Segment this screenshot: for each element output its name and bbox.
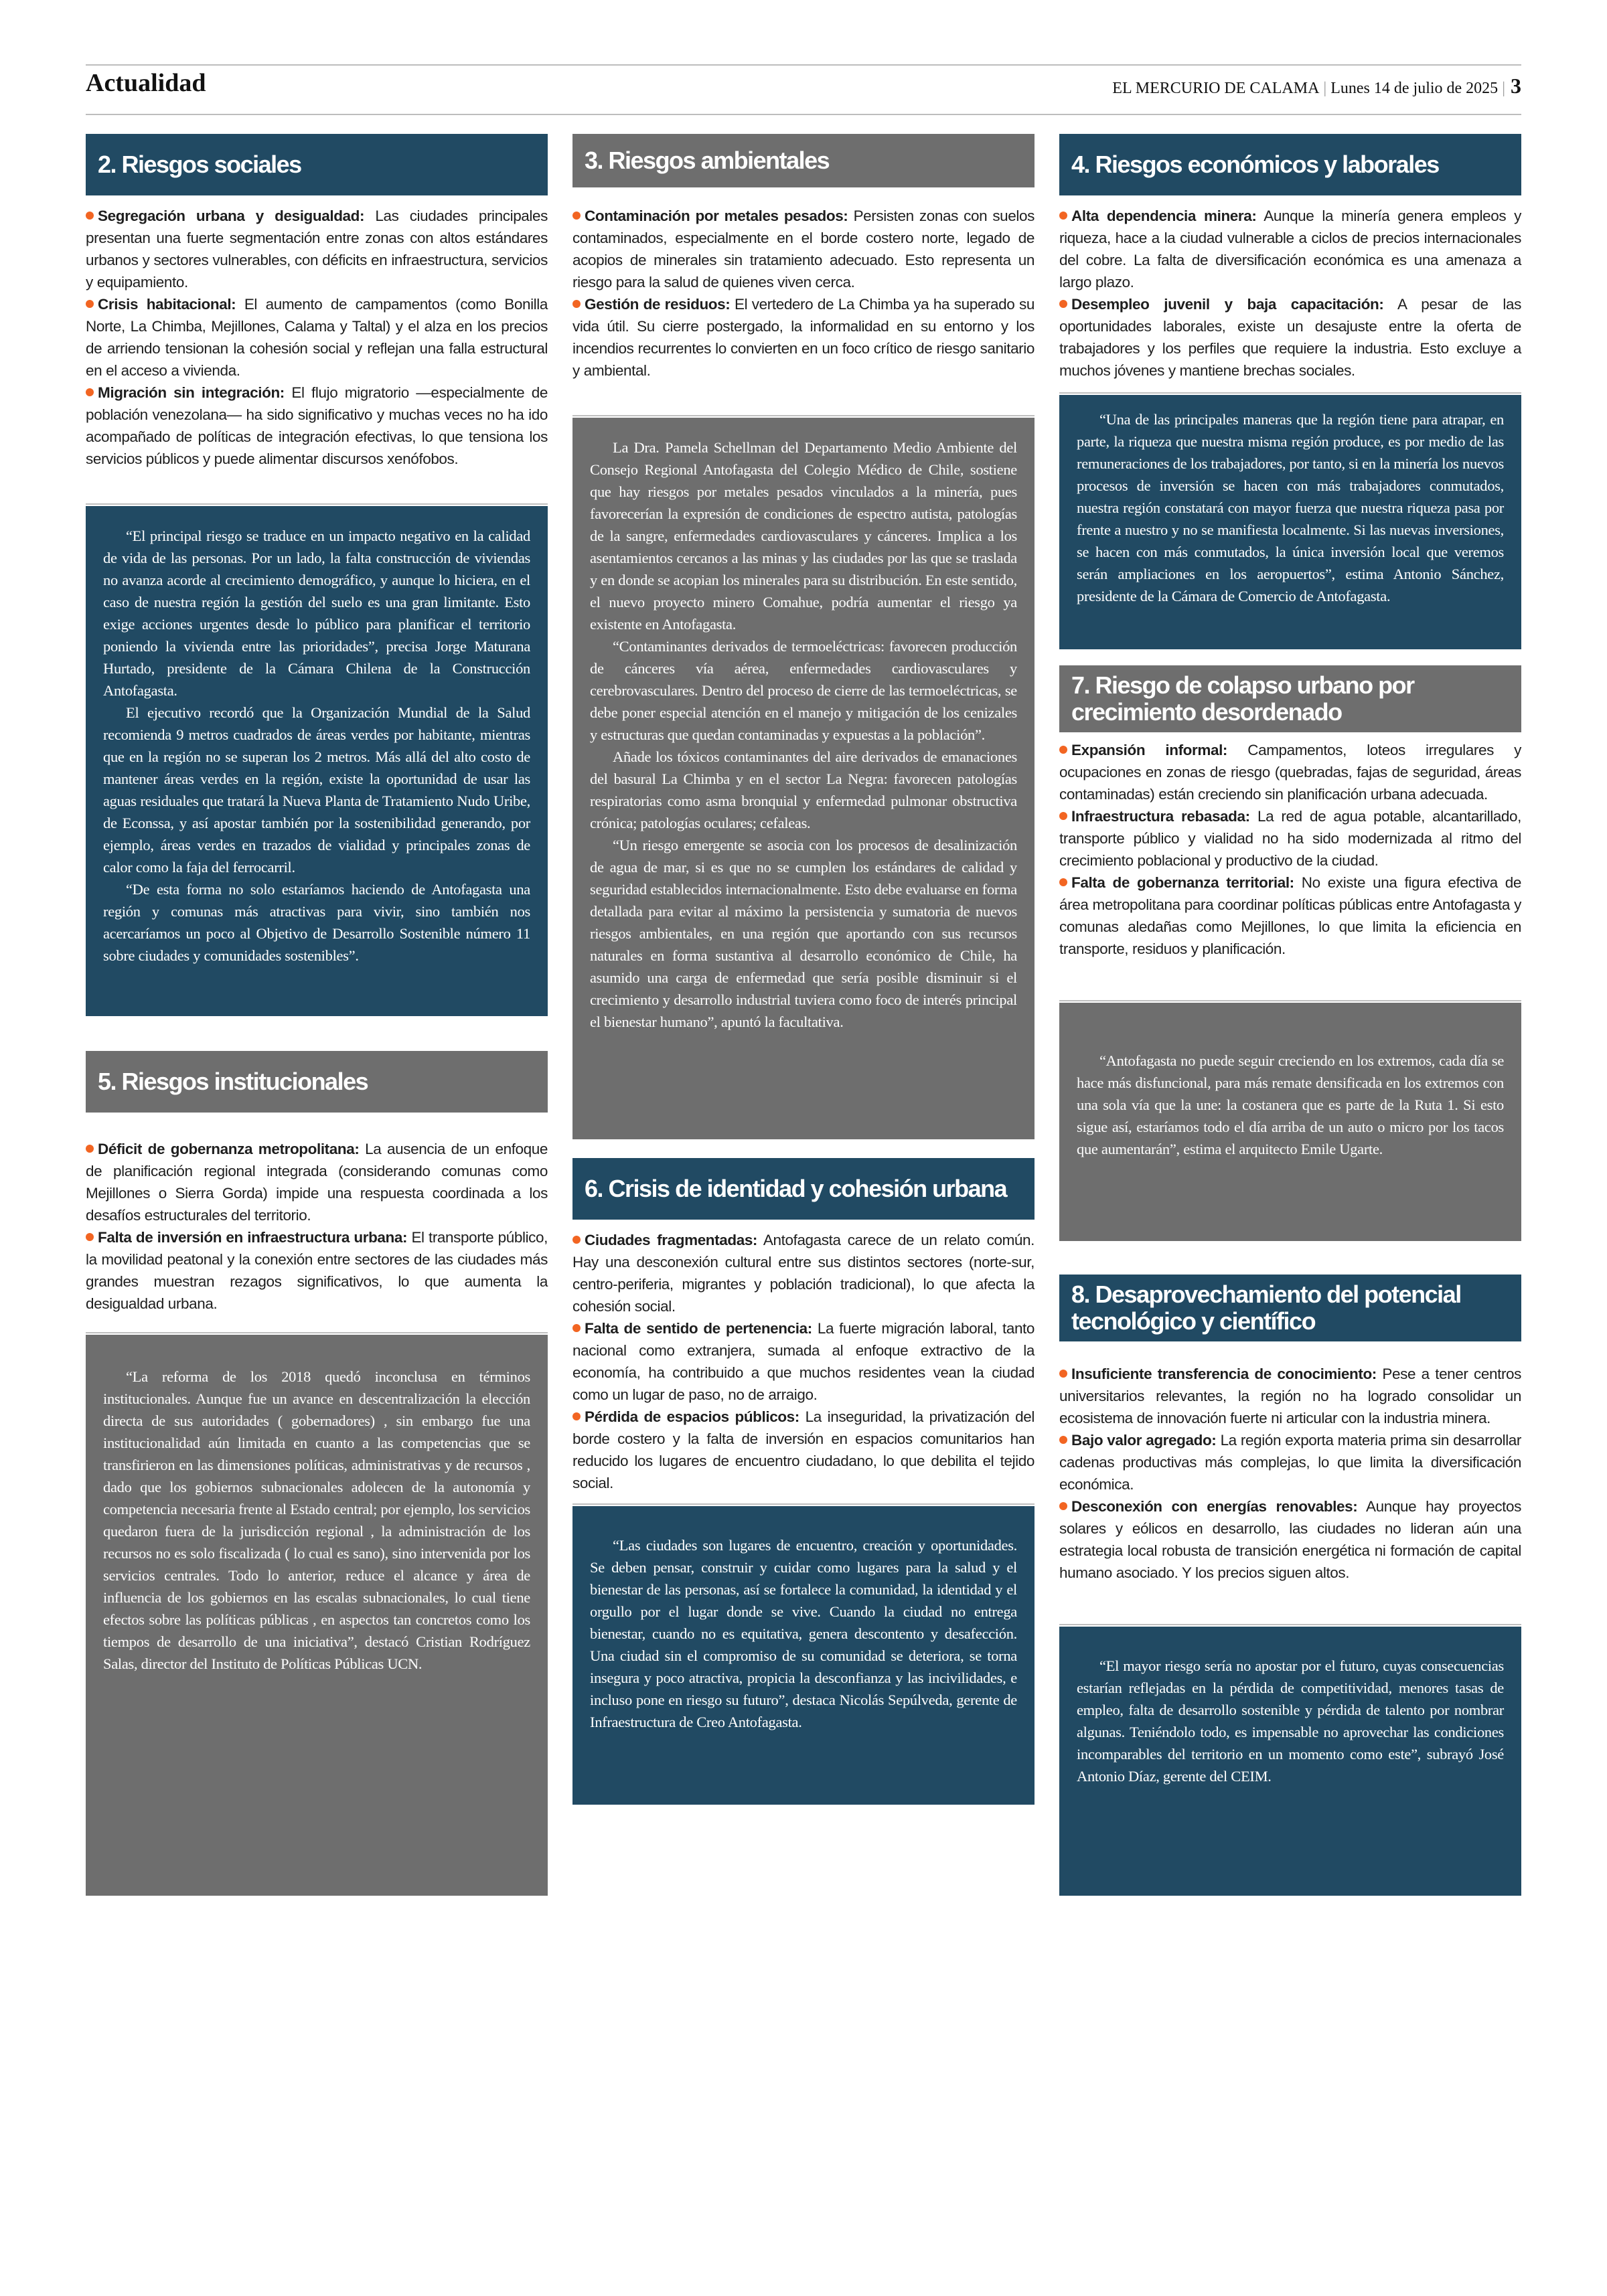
quote-box-riesgos-institucionales: “La reforma de los 2018 quedó inconclusa en términos institucionales. Aunque fue un avance en descentralización la elección directa de sus autoridades ( gobernadores) , sin embargo fue una institucionalidad aún limitada en cuanto a las competencias que se transfirieron en las dimensiones políticas, administrativas y de recursos , dado que los gobiernos subnacionales adolecen de la autonomía y competencia necesaria frente al Estado central; por ejemplo, los servicios quedaron fuera de la jurisdicción regional , la administración de los recursos no es solo fiscalizada ( lo cual es sano), sino intervenida por los servicios centrales. Todo lo anterior, reduce el alcance y área de influencia de los gobiernos en las escalas subnacionales, lo cual tiene efectos sobre las políticas públicas , en aspectos tan concretos como los tiempos de desarrollo de una iniciativa”, destacó Cristian Rodríguez Salas, director del Instituto de Políticas Públicas UCN. [86, 1335, 548, 1896]
bullet-item: Desconexión con energías renovables: Aunque hay proyectos solares y eólicos en desarrollo, las ciudades no lideran aún una estrategia local robusta de transición energética ni formación de capital humano asociado. Y los precios siguen altos. [1059, 1498, 1521, 1581]
bullet-item: Migración sin integración: El flujo migratorio —especialmente de población venezolana— ha sido significativo y muchas veces no ha ido acompañado de políticas de integración efectivas, lo que tensiona los servicios públicos y puede alimentar discursos xenófobos. [86, 384, 548, 467]
bullet-icon [86, 1233, 94, 1241]
bullet-item: Alta dependencia minera: Aunque la minería genera empleos y riqueza, hace a la ciudad vulnerable a ciclos de precios internacionales del cobre. La falta de diversificación económica es una amenaza a largo plazo. [1059, 208, 1521, 291]
bullet-item: Falta de sentido de pertenencia: La fuerte migración laboral, tanto nacional como extranjera, sumada al enfoque extractivo de la economía, ha contribuido a que muchos residentes vean la ciudad como un lugar de paso, no de arraigo. [572, 1320, 1035, 1403]
divider [86, 1332, 548, 1333]
bullet-icon [1059, 1502, 1067, 1510]
bullet-icon [86, 212, 94, 220]
divider [572, 415, 1035, 416]
section-name: Actualidad [86, 69, 206, 97]
divider [1059, 1624, 1521, 1625]
bullet-icon [572, 1324, 581, 1332]
bullet-icon [572, 212, 581, 220]
section-body-riesgos-economicos [1059, 205, 1521, 382]
section-header-crisis-identidad: 6. Crisis de identidad y cohesión urbana [572, 1158, 1035, 1220]
bullet-item: Contaminación por metales pesados: Persisten zonas con suelos contaminados, especialmente en el borde costero norte, legado de acopios de minerales sin tratamiento adecuado. Esto representa un riesgo para la salud de quienes viven cerca. [572, 208, 1035, 291]
quote-box-colapso-urbano: “Antofagasta no puede seguir creciendo en los extremos, cada día se hace más disfuncional, para más remate densificada en los extremos con una sola vía que la une: la costanera que es parte de la Ruta 1. Si esto sigue así, estaríamos todo el día arriba de un auto o micro por los tacos que aumentarán”, estima el arquitecto Emile Ugarte. [1059, 1003, 1521, 1241]
page-number: 3 [1511, 74, 1521, 98]
section-body-colapso-urbano [1059, 739, 1521, 960]
section-header-potencial-tecnologico: 8. Desaprovechamiento del potencial tecnológico y científico [1059, 1275, 1521, 1341]
bullet-item: Infraestructura rebasada: La red de agua potable, alcantarillado, transporte público y vialidad no ha sido modernizada al ritmo del crecimiento poblacional y productivo de la ciudad. [1059, 808, 1522, 869]
quote-box-riesgos-ambientales: La Dra. Pamela Schellman del Departamento Medio Ambiente del Consejo Regional Antofagasta del Colegio Médico de Chile, sostiene que hay riesgos por metales pesados vinculados a la minería, pues favorecerían la expresión de condiciones de espectro autista, patologías de la sangre, enfermedades cardiovasculares y cánceres. Implica a los asentamientos cercanos a las minas y las ciudades por las que se traslada y en donde se acopian los minerales para su distribución. En este sentido, el nuevo proyecto minero Comahue, podría aumentar el riesgo ya existente en Antofagasta. “Contaminantes derivados de termoeléctricas: favorecen producción de cánceres vía aérea, enfermedades cardiovasculares y cerebrovasculares. Dentro del proceso de cierre de las termoeléctricas, se debe poner especial atención en el manejo y mitigación de los cenizales y estructuras que quedan contaminadas y expuestas a la población”. Añade los tóxicos contaminantes del aire derivados de emanaciones del basural La Chimba y en el sector La Negra: favorecen patologías respiratorias como asma bronquial y enfermedad pulmonar obstructiva crónica; patologías oculares; cefaleas. “Un riesgo emergente se asocia con los procesos de desalinización de agua de mar, si es que no se cumplen los estándares de calidad y seguridad establecidos internacionalmente. Esto debe evaluarse en forma detallada para evitar al máximo la persistencia y sumatoria de nuevos riesgos ambientales, en una región que aportando con sus recursos naturales en forma sustantiva al desarrollo económico de Chile, ha asumido una carga de enfermedad que sería posible disminuir si el crecimiento y desarrollo industrial tuviera como foco de interés principal el bienestar humano”, apuntó la facultativa. [572, 418, 1035, 1139]
section-header-riesgos-economicos: 4. Riesgos económicos y laborales [1059, 134, 1521, 195]
bullet-icon [1059, 1436, 1067, 1444]
bullet-icon [572, 1412, 581, 1420]
bullet-icon [1059, 212, 1067, 220]
bullet-item: Bajo valor agregado: La región exporta materia prima sin desarrollar cadenas productivas más complejas, lo que limita la diversificación económica. [1059, 1432, 1522, 1493]
bullet-item: Pérdida de espacios públicos: La inseguridad, la privatización del borde costero y la falta de inversión en espacios comunitarios han reducido los lugares de encuentro ciudadano, lo que debilita el tejido social. [572, 1408, 1035, 1491]
bullet-icon [86, 388, 94, 396]
divider [1059, 392, 1521, 394]
bullet-icon [1059, 746, 1067, 754]
bullet-icon [86, 300, 94, 308]
divider [572, 1503, 1035, 1505]
quote-box-potencial-tecnologico: “El mayor riesgo sería no apostar por el futuro, cuyas consecuencias estarían reflejadas en la pérdida de competitividad, menores tasas de empleo, falta de desarrollo sostenible y pérdida de talento por nombrar algunas. Teniéndolo todo, es impensable no aprovechar las condiciones incomparables del territorio en un momento como este”, subrayó José Antonio Díaz, gerente del CEIM. [1059, 1627, 1521, 1896]
bullet-item: Falta de inversión en infraestructura urbana: El transporte público, la movilidad peatonal y la conexión entre sectores de las ciudades más grandes muestran rezagos significativos, lo que aumenta la desigualdad urbana. [86, 1229, 548, 1312]
bullet-icon [1059, 812, 1067, 820]
section-body-riesgos-sociales [86, 205, 548, 470]
bullet-item: Crisis habitacional: El aumento de campamentos (como Bonilla Norte, La Chimba, Mejillones, Calama y Taltal) y el alza en los precios de arriendo tensionan la cohesión social y reflejan una falla estructural en el acceso a vivienda. [86, 296, 548, 379]
divider [86, 503, 548, 505]
quote-box-crisis-identidad: “Las ciudades son lugares de encuentro, creación y oportunidades. Se deben pensar, construir y cuidar como lugares para la salud y el bienestar de las personas, así se fortalece la comunidad, la identidad y el orgullo por el lugar donde se vive. Cuando la ciudad no entrega bienestar, cuando no es equitativa, genera descontento y desafección. Una ciudad sin el compromiso de su comunidad se deteriora, se torna insegura y poco atractiva, propicia la desconfianza y las incivilidades, e incluso pone en riesgo su futuro”, destaca Nicolás Sepúlveda, gerente de Infraestructura de Creo Antofagasta. [572, 1506, 1035, 1805]
bullet-item: Expansión informal: Campamentos, loteos irregulares y ocupaciones en zonas de riesgo (quebradas, fajas de seguridad, áreas contaminadas) están creciendo sin planificación urbana adecuada. [1059, 742, 1521, 803]
bullet-item: Desempleo juvenil y baja capacitación: A pesar de las oportunidades laborales, existe un desajuste entre la oferta de trabajadores y los perfiles que requiere la industria. Esto excluye a muchos jóvenes y mantiene brechas sociales. [1059, 296, 1521, 379]
bullet-icon [572, 300, 581, 308]
section-header-riesgos-sociales: 2. Riesgos sociales [86, 134, 548, 195]
page-header [86, 64, 1521, 115]
section-body-crisis-identidad [572, 1229, 1035, 1494]
section-header-riesgos-ambientales: 3. Riesgos ambientales [572, 134, 1035, 187]
publication-date: Lunes 14 de julio de 2025 [1330, 80, 1499, 97]
quote-box-riesgos-sociales: “El principal riesgo se traduce en un impacto negativo en la calidad de vida de las personas. Por un lado, la falta construcción de viviendas no avanza acorde al crecimiento demográfico, y aunque lo hiciera, en el caso de nuestra región la gestión del suelo es una gran limitante. Esto exige acciones urgentes desde lo público para planificar el territorio poniendo la vivienda entre las prioridades”, precisa Jorge Maturana Hurtado, presidente de la Cámara Chilena de la Construcción Antofagasta. El ejecutivo recordó que la Organización Mundial de la Salud recomienda 9 metros cuadrados de áreas verdes por habitante, mientras que en la región no se superan los 2 metros. Más allá del alto costo de mantener áreas verdes en la región, existe la oportunidad de usar las aguas residuales que tratará la Nueva Planta de Tratamiento Nudo Uribe, de Econssa, y así apostar también por la sostenibilidad generando, por ejemplo, áreas verdes en trazados de vialidad y principales zonas de calor como la faja del ferrocarril. “De esta forma no solo estaríamos haciendo de Antofagasta una región y comunas más atractivas para vivir, sino también nos acercaríamos un poco al Objetivo de Desarrollo Sostenible número 11 sobre ciudades y comunidades sostenibles”. [86, 506, 548, 1016]
bullet-item: Gestión de residuos: El vertedero de La Chimba ya ha superado su vida útil. Su cierre postergado, la informalidad en su entorno y los incendios recurrentes lo convierten en un foco crítico de riesgo sanitario y ambiental. [572, 296, 1035, 379]
bullet-icon [86, 1145, 94, 1153]
bullet-item: Ciudades fragmentadas: Antofagasta carece de un relato común. Hay una desconexión cultural entre sus distintos sectores (norte-sur, centro-periferia, migrantes y población tradicional), lo que afecta la cohesión social. [572, 1232, 1035, 1315]
bullet-item: Insuficiente transferencia de conocimiento: Pese a tener centros universitarios relevantes, la región no ha logrado consolidar un ecosistema de innovación fuerte ni articular con la industria minera. [1059, 1366, 1521, 1426]
section-body-riesgos-ambientales [572, 205, 1035, 382]
section-header-riesgos-institucionales: 5. Riesgos institucionales [86, 1051, 548, 1113]
bullet-item: Falta de gobernanza territorial: No existe una figura efectiva de área metropolitana para coordinar políticas públicas entre Antofagasta y comunas aledañas como Mejillones, lo que limita la eficiencia en transporte, residuos y planificación. [1059, 874, 1522, 957]
bullet-icon [1059, 1370, 1067, 1378]
section-header-colapso-urbano: 7. Riesgo de colapso urbano por crecimiento desordenado [1059, 665, 1521, 732]
edition-info: EL MERCURIO DE CALAMA | Lunes 14 de julio de 2025 | 3 [1112, 74, 1521, 98]
section-body-potencial-tecnologico [1059, 1363, 1521, 1584]
publication-name: EL MERCURIO DE CALAMA [1112, 80, 1320, 97]
bullet-item: Déficit de gobernanza metropolitana: La ausencia de un enfoque de planificación regional integrada (considerando comunas como Mejillones o Sierra Gorda) impide una respuesta coordinada a los desafíos estructurales del territorio. [86, 1141, 548, 1224]
divider [1059, 1000, 1521, 1001]
section-body-riesgos-institucionales [86, 1138, 548, 1315]
bullet-icon [572, 1236, 581, 1244]
bullet-icon [1059, 878, 1067, 886]
quote-box-riesgos-economicos: “Una de las principales maneras que la región tiene para atrapar, en parte, la riqueza que nuestra misma región produce, es por medio de las remuneraciones de los trabajadores, por tanto, si en la minería los nuevos procesos de inversión se hacen con más trabajadores conmutados, nuestra región constatará con mayor fuerza que nuestra riqueza pasa por frente a nuestro y no se manifiesta localmente. Si las nuevas inversiones, se hacen con más conmutados, la única inversión local que veremos serán ampliaciones en los aeropuertos”, estima Antonio Sánchez, presidente de la Cámara de Comercio de Antofagasta. [1059, 395, 1521, 649]
bullet-item: Segregación urbana y desigualdad: Las ciudades principales presentan una fuerte segmentación entre zonas con altos estándares urbanos y sectores vulnerables, con déficits en infraestructura, servicios y equipamiento. [86, 208, 548, 291]
bullet-icon [1059, 300, 1067, 308]
